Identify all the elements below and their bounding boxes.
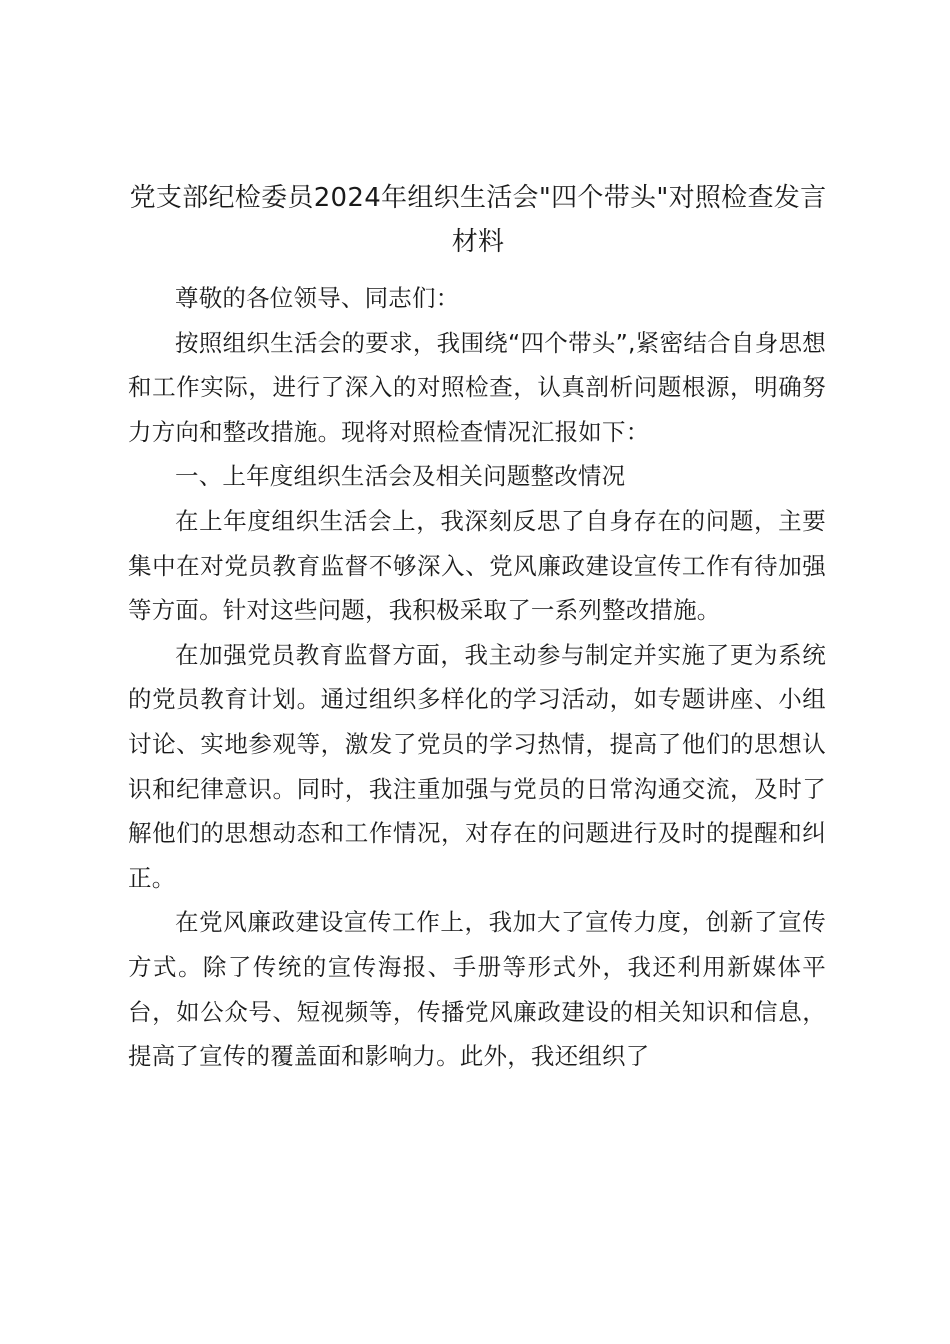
paragraph-salutation: 尊敬的各位领导、同志们：: [175, 284, 460, 312]
paragraph: 在加强党员教育监督方面，我主动参与制定并实施了更为系统的党员教育计划。通过组织多样化的学习活动，如专题讲座、小组讨论、实地参观等，激发了党员的学习热情，提高了他们的思想认识和纪律意识。同时，我注重加强与党员的日常沟通交流，及时了解他们的思想动态和工作情况，对存在的问题进行及时的提醒和纠正。: [128, 640, 826, 892]
section-heading: 一、上年度组织生活会及相关问题整改情况: [175, 462, 626, 491]
document-title: 党支部纪检委员2024年组织生活会"四个带头"对照检查发言材料: [129, 183, 827, 257]
paragraph-intro: 按照组织生活会的要求，我围绕“四个带头”,紧密结合自身思想和工作实际，进行了深入的对照检查，认真剖析问题根源，明确努力方向和整改措施。现将对照检查情况汇报如下：: [128, 328, 826, 446]
document-body: [128, 276, 826, 1079]
paragraph: 在党风廉政建设宣传工作上，我加大了宣传力度，创新了宣传方式。除了传统的宣传海报、手册等形式外，我还利用新媒体平台，如公众号、短视频等，传播党风廉政建设的相关知识和信息，提高了宣传的覆盖面和影响力。此外，我还组织了: [128, 908, 826, 1071]
paragraph: 在上年度组织生活会上，我深刻反思了自身存在的问题，主要集中在对党员教育监督不够深入、党风廉政建设宣传工作有待加强等方面。针对这些问题，我积极采取了一系列整改措施。: [128, 506, 826, 625]
